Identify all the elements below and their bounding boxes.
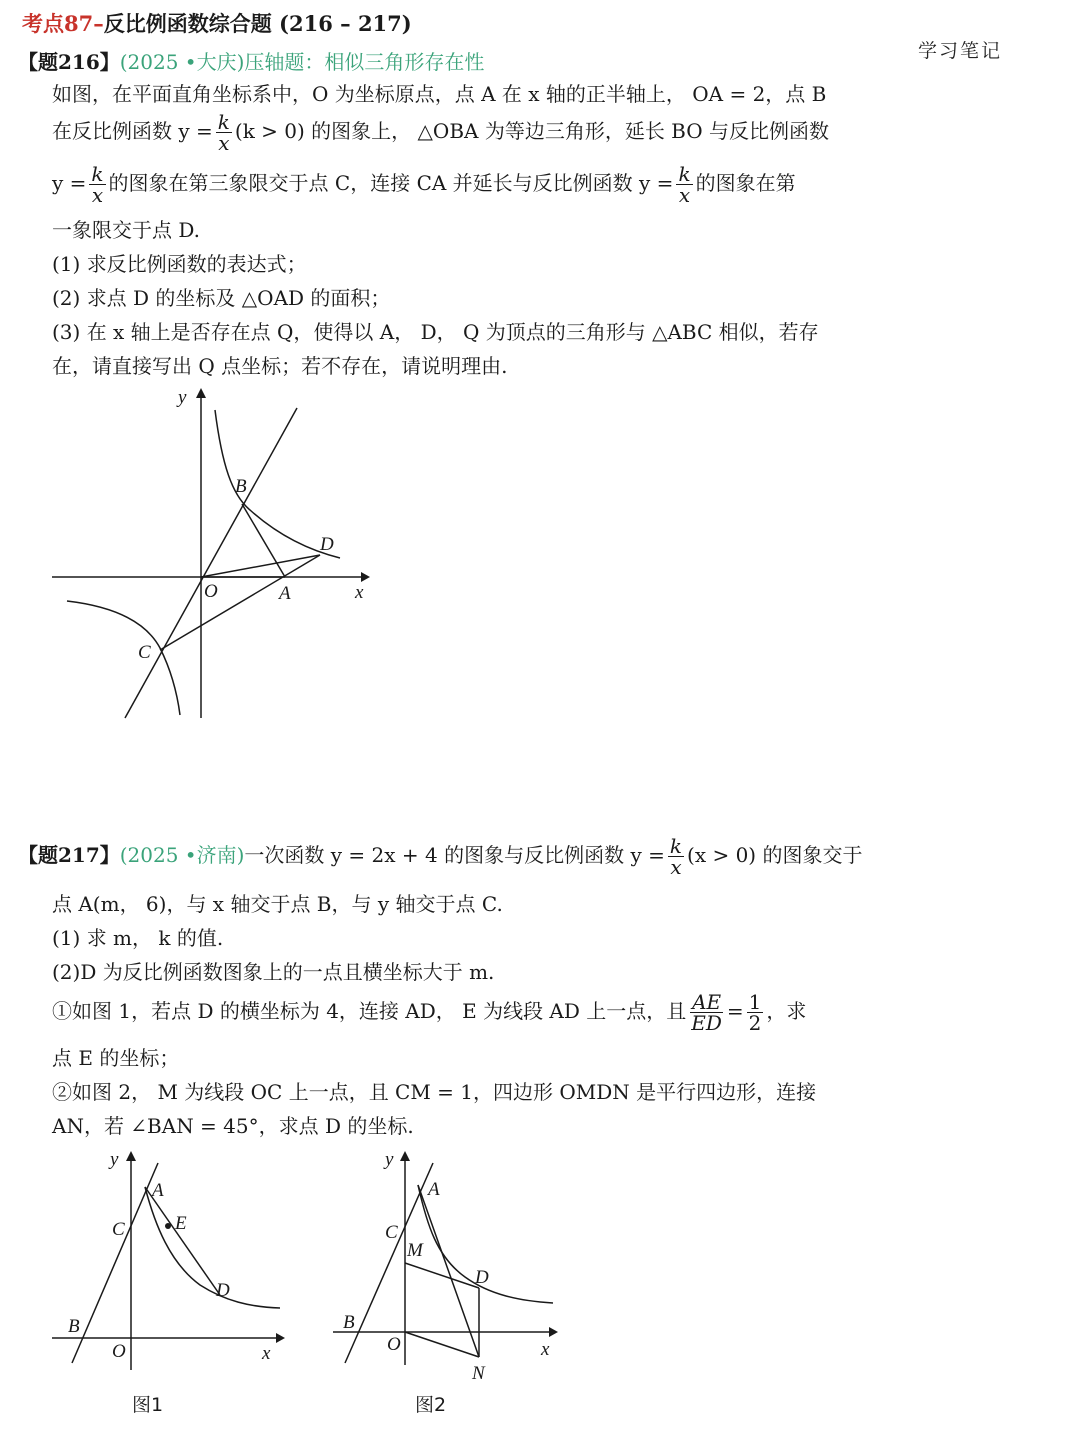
label-x: x	[355, 582, 364, 603]
fig1-label-y: y	[110, 1149, 119, 1170]
p216-line-3c: 的图象在第	[695, 171, 796, 195]
label-y: y	[178, 387, 187, 408]
p216-line-2a: 在反比例函数 y =	[52, 119, 213, 143]
x-arrow	[361, 572, 370, 582]
label-d: D	[320, 534, 334, 555]
fig1-label-e: E	[175, 1213, 187, 1234]
p216-question-3b: 在，请直接写出 Q 点坐标；若不存在，请说明理由.	[52, 354, 508, 378]
p216-line-3b: 的图象在第三象限交于点 C，连接 CA 并延长与反比例函数 y =	[108, 171, 674, 195]
p216-line-4: 一象限交于点 D.	[52, 218, 201, 242]
p216-figure	[0, 380, 420, 730]
problem-216-source: (2025 •大庆)压轴题：相似三角形存在性	[119, 50, 485, 74]
line-cob	[125, 408, 297, 718]
label-o: O	[204, 581, 218, 602]
fig2-label-d: D	[475, 1267, 489, 1288]
fig2-label-x: x	[541, 1339, 550, 1360]
p217-line-2: 点 A(m， 6)，与 x 轴交于点 B，与 y 轴交于点 C.	[52, 892, 503, 916]
fig2-segment-on	[405, 1332, 479, 1357]
fig2-label-o: O	[387, 1334, 401, 1355]
p217-q21c: ，求	[766, 999, 807, 1023]
problem-217-source: (2025 •济南)	[119, 843, 245, 867]
fig1-x-arrow	[276, 1333, 285, 1343]
fig2-x-arrow	[549, 1327, 558, 1337]
fig1-label-o: O	[112, 1341, 126, 1362]
p217-fraction-k-over-x: $\frac{k}{x}$	[669, 834, 683, 879]
notes-label: 学习笔记	[918, 40, 1003, 62]
p216-line-2	[52, 112, 829, 153]
fig2-label-n: N	[472, 1363, 485, 1384]
fig2-label-m: M	[407, 1240, 423, 1261]
p217-question-2-2b: AN，若 ∠BAN = 45°，求点 D 的坐标.	[52, 1114, 414, 1138]
fig2-y-arrow	[400, 1151, 410, 1161]
fig2-caption: 图2	[415, 1394, 447, 1416]
problem-216-number: 【题216】	[18, 50, 120, 74]
p216-fraction-3: $\frac{k}{x}$	[678, 162, 691, 207]
fig2-label-c: C	[385, 1222, 398, 1243]
p217-fraction-half: $\frac{1}{2}$	[748, 990, 762, 1035]
p217-line-1b: (x > 0) 的图象交于	[687, 843, 863, 867]
fig1-label-x: x	[262, 1343, 271, 1364]
fig1-y-arrow	[126, 1151, 136, 1161]
p217-figure-2	[325, 1145, 595, 1425]
p216-question-2: (2) 求点 D 的坐标及 △OAD 的面积；	[52, 286, 391, 310]
p216-line-2b: (k > 0) 的图象上， △OBA 为等边三角形，延长 BO 与反比例函数	[234, 119, 829, 143]
label-a: A	[279, 583, 291, 604]
label-b: B	[235, 476, 247, 497]
p217-question-2-1-cont: 点 E 的坐标；	[52, 1046, 180, 1070]
p216-fraction-2: $\frac{k}{x}$	[91, 162, 104, 207]
fig1-label-c: C	[112, 1219, 125, 1240]
hyperbola-q3	[67, 601, 180, 715]
fig1-label-d: D	[216, 1280, 230, 1301]
fig1-caption: 图1	[132, 1394, 164, 1416]
section-prefix: 考点87–	[22, 11, 104, 36]
p217-question-2-2a: ②如图 2， M 为线段 OC 上一点，且 CM = 1，四边形 OMDN 是平行四边形，连接	[52, 1080, 817, 1104]
p216-question-1: (1) 求反比例函数的表达式；	[52, 252, 307, 276]
section-title: 反比例函数综合题 (216 – 217)	[103, 11, 412, 36]
p217-figure-1	[40, 1145, 300, 1425]
fig1-label-b: B	[68, 1316, 80, 1337]
fig2-label-a: A	[428, 1179, 440, 1200]
p217-line-1a: 一次函数 y = 2x + 4 的图象与反比例函数 y =	[244, 843, 665, 867]
p217-line-1	[18, 836, 862, 877]
problem-216-title	[18, 46, 484, 75]
fig1-line-ab	[72, 1163, 158, 1363]
p216-fraction-k-over-x: $\frac{k}{x}$	[217, 110, 230, 155]
p217-q21a: ①如图 1，若点 D 的横坐标为 4，连接 AD， E 为线段 AD 上一点，且	[52, 999, 687, 1023]
fig1-point-e	[165, 1223, 171, 1229]
fig1-label-a: A	[152, 1180, 164, 1201]
section-header	[22, 8, 412, 38]
p216-line-3	[52, 164, 796, 205]
fig2-label-y: y	[385, 1149, 394, 1170]
p217-q21b: =	[726, 999, 744, 1023]
p216-question-3a: (3) 在 x 轴上是否存在点 Q，使得以 A， D， Q 为顶点的三角形与 △ABC 相似，若存	[52, 320, 819, 344]
p217-question-2: (2)D 为反比例函数图象上的一点且横坐标大于 m.	[52, 960, 495, 984]
p216-line-1: 如图，在平面直角坐标系中，O 为坐标原点，点 A 在 x 轴的正半轴上， OA = 2，点 B	[52, 82, 827, 106]
y-arrow	[196, 388, 206, 398]
fig2-segment-md	[405, 1263, 479, 1288]
fig2-label-b: B	[343, 1312, 355, 1333]
p217-ratio-ae-ed: $\frac{AE}{ED}$	[691, 990, 722, 1035]
fig1-hyperbola	[145, 1187, 280, 1308]
fig1-segment-ad	[145, 1187, 220, 1295]
p216-line-3a: y =	[52, 171, 87, 195]
label-c: C	[138, 642, 151, 663]
problem-217-number: 【题217】	[18, 843, 120, 867]
p217-question-1: (1) 求 m， k 的值.	[52, 926, 224, 950]
p217-question-2-1	[52, 992, 806, 1033]
